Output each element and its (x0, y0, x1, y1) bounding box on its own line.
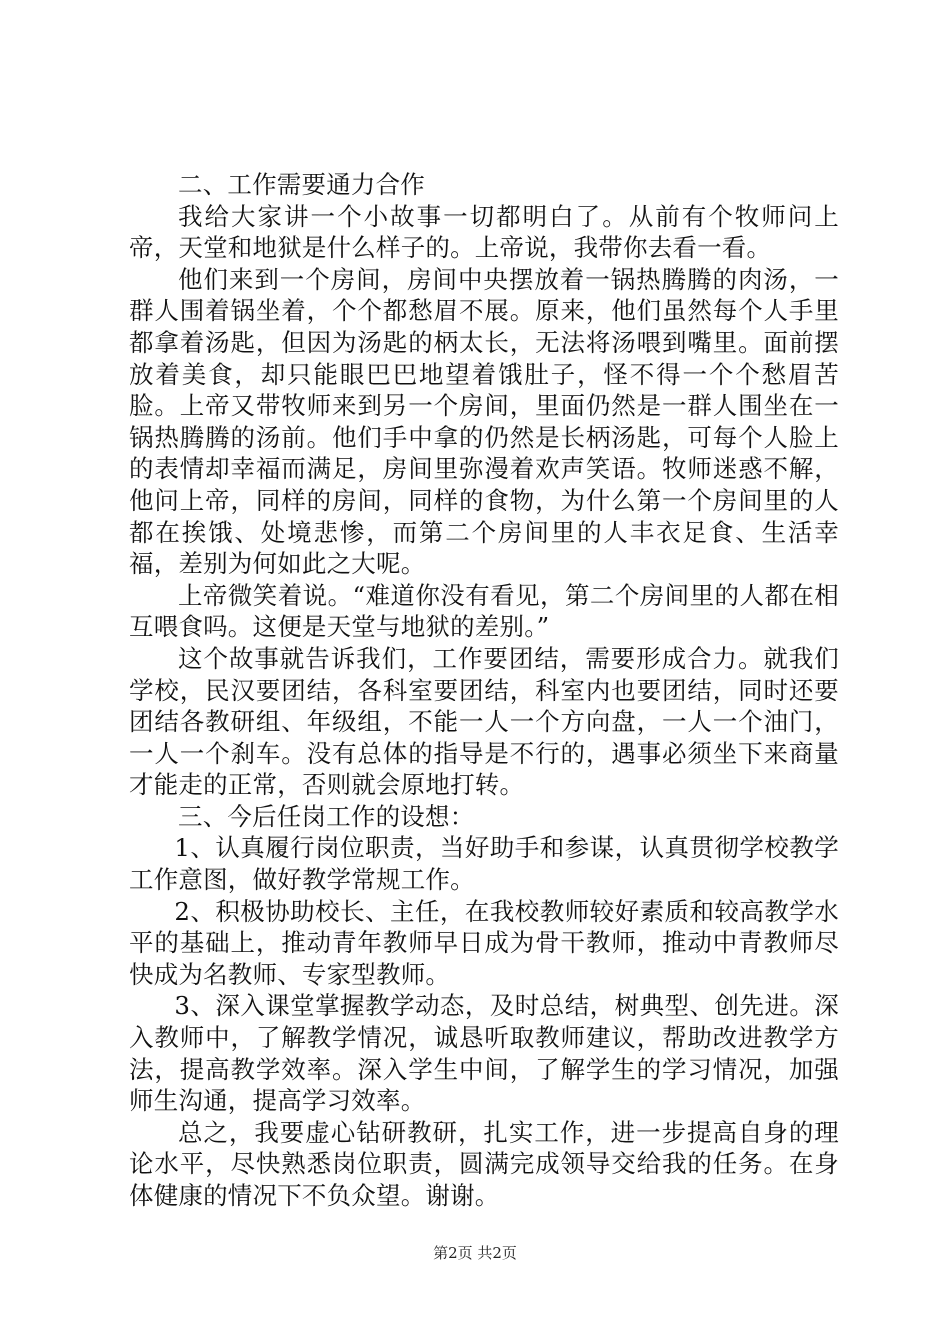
paragraph-conclusion: 总之，我要虚心钻研教研，扎实工作，进一步提高自身的理论水平，尽快熟悉岗位职责，圆满完成领导交给我的任务。在身体健康的情况下不负众望。谢谢。 (129, 1117, 839, 1210)
plan-item-1: 1、认真履行岗位职责，当好助手和参谋，认真贯彻学校教学工作意图，做好教学常规工作。 (129, 833, 839, 895)
plan-item-2: 2、积极协助校长、主任，在我校教师较好素质和较高教学水平的基础上，推动青年教师早日成为骨干教师，推动中青教师尽快成为名教师、专家型教师。 (129, 896, 839, 989)
paragraph-story-answer: 上帝微笑着说。“难道你没有看见，第二个房间里的人都在相互喂食吗。这便是天堂与地狱的差别。” (129, 580, 839, 642)
document-body (129, 169, 839, 1212)
section-heading-cooperation: 二、工作需要通力合作 (178, 170, 425, 199)
page-number-footer: 第2页 共2页 (433, 1244, 517, 1262)
plan-item-3: 3、深入课堂掌握教学动态，及时总结，树典型、创先进。深入教师中，了解教学情况，诚恳听取教师建议，帮助改进教学方法，提高教学效率。深入学生中间，了解学生的学习情况，加强师生沟通，提高学习效率。 (129, 991, 839, 1116)
paragraph-story-intro: 我给大家讲一个小故事一切都明白了。从前有个牧师问上帝，天堂和地狱是什么样子的。上帝说，我带你去看一看。 (129, 201, 839, 263)
paragraph-story-lesson: 这个故事就告诉我们，工作要团结，需要形成合力。就我们学校，民汉要团结，各科室要团结，科室内也要团结，同时还要团结各教研组、年级组，不能一人一个方向盘，一人一个油门，一人一个刹车。没有总体的指导是不行的，遇事必须坐下来商量才能走的正常，否则就会原地打转。 (129, 643, 839, 800)
section-heading-plans: 三、今后任岗工作的设想： (178, 801, 475, 831)
paragraph-story-rooms: 他们来到一个房间，房间中央摆放着一锅热腾腾的肉汤，一群人围着锅坐着，个个都愁眉不展。原来，他们虽然每个人手里都拿着汤匙，但因为汤匙的柄太长，无法将汤喂到嘴里。面前摆放着美食，却只能眼巴巴地望着饿肚子，怪不得一个个愁眉苦脸。上帝又带牧师来到另一个房间，里面仍然是一群人围坐在一锅热腾腾的汤前。他们手中拿的仍然是长柄汤匙，可每个人脸上的表情却幸福而满足，房间里弥漫着欢声笑语。牧师迷惑不解，他问上帝，同样的房间，同样的食物，为什么第一个房间里的人都在挨饿、处境悲惨，而第二个房间里的人丰衣足食、生活幸福，差别为何如此之大呢。 (129, 264, 839, 579)
